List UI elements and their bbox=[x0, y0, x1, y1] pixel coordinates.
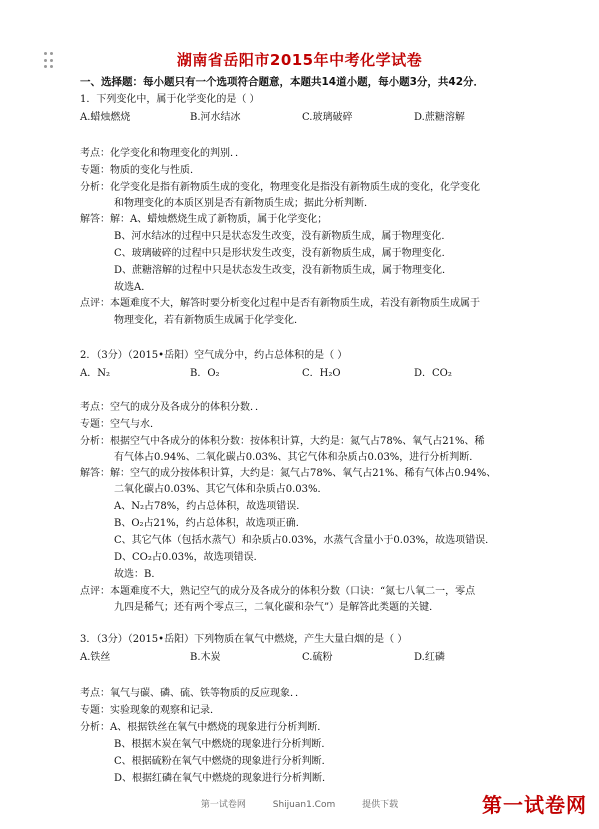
q1-option-b: B.河水结冰 bbox=[190, 112, 241, 123]
q1-comment: 点评：本题难度不大，解答时要分析变化过程中是否有新物质生成，若没有新物质生成属于 bbox=[80, 298, 480, 309]
q3-analysis-c: C、根据硫粉在氧气中燃烧的现象进行分析判断． bbox=[114, 756, 332, 767]
q2-answer-a: A、N₂占78%，约占总体积，故选项错误． bbox=[114, 501, 307, 512]
question-3-stem: 3．（3分）（2015•岳阳）下列物质在氧气中燃烧，产生大量白烟的是（ ） bbox=[80, 634, 408, 645]
q2-answer-b: B、O₂占21%，约占总体积，故选项正确． bbox=[114, 518, 306, 529]
q1-answer-c: C、玻璃破碎的过程中只是形状发生改变，没有新物质生成，属于物理变化． bbox=[114, 248, 452, 259]
q3-analysis-d: D、根据红磷在氧气中燃烧的现象进行分析判断． bbox=[114, 773, 333, 784]
q2-answer-d: D、CO₂占0.03%，故选项错误． bbox=[114, 552, 264, 563]
q2-answer: 解答：解：空气的成分按体积计算，大约是：氮气占78%、氧气占21%、稀有气体占0.94%、 bbox=[80, 468, 497, 479]
q2-comment-cont: 九四是稀气；还有两个零点三，二氧化碳和杂气”）是解答此类题的关键． bbox=[114, 602, 440, 613]
q1-answer: 解答：解：A、蜡烛燃烧生成了新物质，属于化学变化； bbox=[80, 214, 328, 225]
q1-comment-cont: 物理变化，若有新物质生成属于化学变化． bbox=[114, 315, 304, 326]
q3-option-c: C.硫粉 bbox=[302, 652, 333, 663]
q3-option-b: B.木炭 bbox=[190, 652, 221, 663]
q2-answer-c: C、其它气体（包括水蒸气）和杂质占0.03%，水蒸气含量小于0.03%，故选项错误． bbox=[114, 535, 496, 546]
q2-option-b: B．O₂ bbox=[190, 368, 220, 379]
q1-kaodian: 考点：化学变化和物理变化的判别．． bbox=[80, 148, 245, 159]
q1-option-a: A.蜡烛燃烧 bbox=[80, 112, 131, 123]
q1-analysis: 分析：化学变化是指有新物质生成的变化，物理变化是指没有新物质生成的变化，化学变化 bbox=[80, 182, 480, 193]
q3-kaodian: 考点：氧气与碳、磷、硫、铁等物质的反应现象．． bbox=[80, 688, 305, 699]
q1-zhuanti: 专题：物质的变化与性质． bbox=[80, 165, 200, 176]
q2-kaodian: 考点：空气的成分及各成分的体积分数．． bbox=[80, 402, 265, 413]
q2-analysis: 分析：根据空气中各成分的体积分数：按体积计算，大约是：氮气占78%、氧气占21%、稀 bbox=[80, 436, 485, 447]
footer-site[interactable]: 第一试卷网 bbox=[200, 800, 246, 810]
question-1-stem: 1．下列变化中，属于化学变化的是（ ） bbox=[80, 94, 260, 105]
q1-analysis-cont: 和物理变化的本质区别是否有新物质生成；据此分析判断． bbox=[114, 198, 374, 209]
q1-answer-d: D、蔗糖溶解的过程中只是状态发生改变，没有新物质生成，属于物理变化． bbox=[114, 265, 453, 276]
q2-option-a: A．N₂ bbox=[80, 368, 110, 379]
q1-option-d: D.蔗糖溶解 bbox=[414, 112, 465, 123]
q2-zhuanti: 专题：空气与水． bbox=[80, 419, 160, 430]
q1-answer-b: B、河水结冰的过程中只是状态发生改变，没有新物质生成，属于物理变化． bbox=[114, 231, 452, 242]
q1-answer-choice: 故选A． bbox=[114, 282, 152, 293]
q2-option-d: D．CO₂ bbox=[414, 368, 452, 379]
q2-answer-choice: 故选：B． bbox=[114, 569, 162, 580]
q3-analysis-b: B、根据木炭在氧气中燃烧的现象进行分析判断． bbox=[114, 739, 332, 750]
q3-option-a: A.铁丝 bbox=[80, 652, 111, 663]
q2-option-c: C．H₂O bbox=[302, 368, 341, 379]
q3-analysis: 分析：A、根据铁丝在氧气中燃烧的现象进行分析判断． bbox=[80, 722, 328, 733]
q2-answer-cont: 二氧化碳占0.03%、其它气体和杂质占0.03%． bbox=[114, 484, 328, 495]
q2-comment: 点评：本题难度不大，熟记空气的成分及各成分的体积分数（口诀：“氮七八氧二一，零点 bbox=[80, 586, 476, 597]
brand-logo: 第一试卷网 bbox=[482, 793, 587, 817]
document-title: 湖南省岳阳市2015年中考化学试卷 bbox=[176, 51, 423, 69]
section-heading: 一、选择题：每小题只有一个选项符合题意，本题共14道小题，每小题3分，共42分． bbox=[80, 76, 485, 88]
footer-domain[interactable]: Shijuan1.Com bbox=[272, 800, 336, 810]
question-2-stem: 2．（3分）（2015•岳阳）空气成分中，约占总体积的是（ ） bbox=[80, 350, 348, 361]
q3-zhuanti: 专题：实验现象的观察和记录． bbox=[80, 705, 220, 716]
footer-slogan: 提供下载 bbox=[362, 800, 399, 810]
q3-option-d: D.红磷 bbox=[414, 652, 445, 663]
q2-analysis-cont: 有气体占0.94%、二氧化碳占0.03%、其它气体和杂质占0.03%，进行分析判断． bbox=[114, 452, 480, 463]
q1-option-c: C.玻璃破碎 bbox=[302, 112, 353, 123]
